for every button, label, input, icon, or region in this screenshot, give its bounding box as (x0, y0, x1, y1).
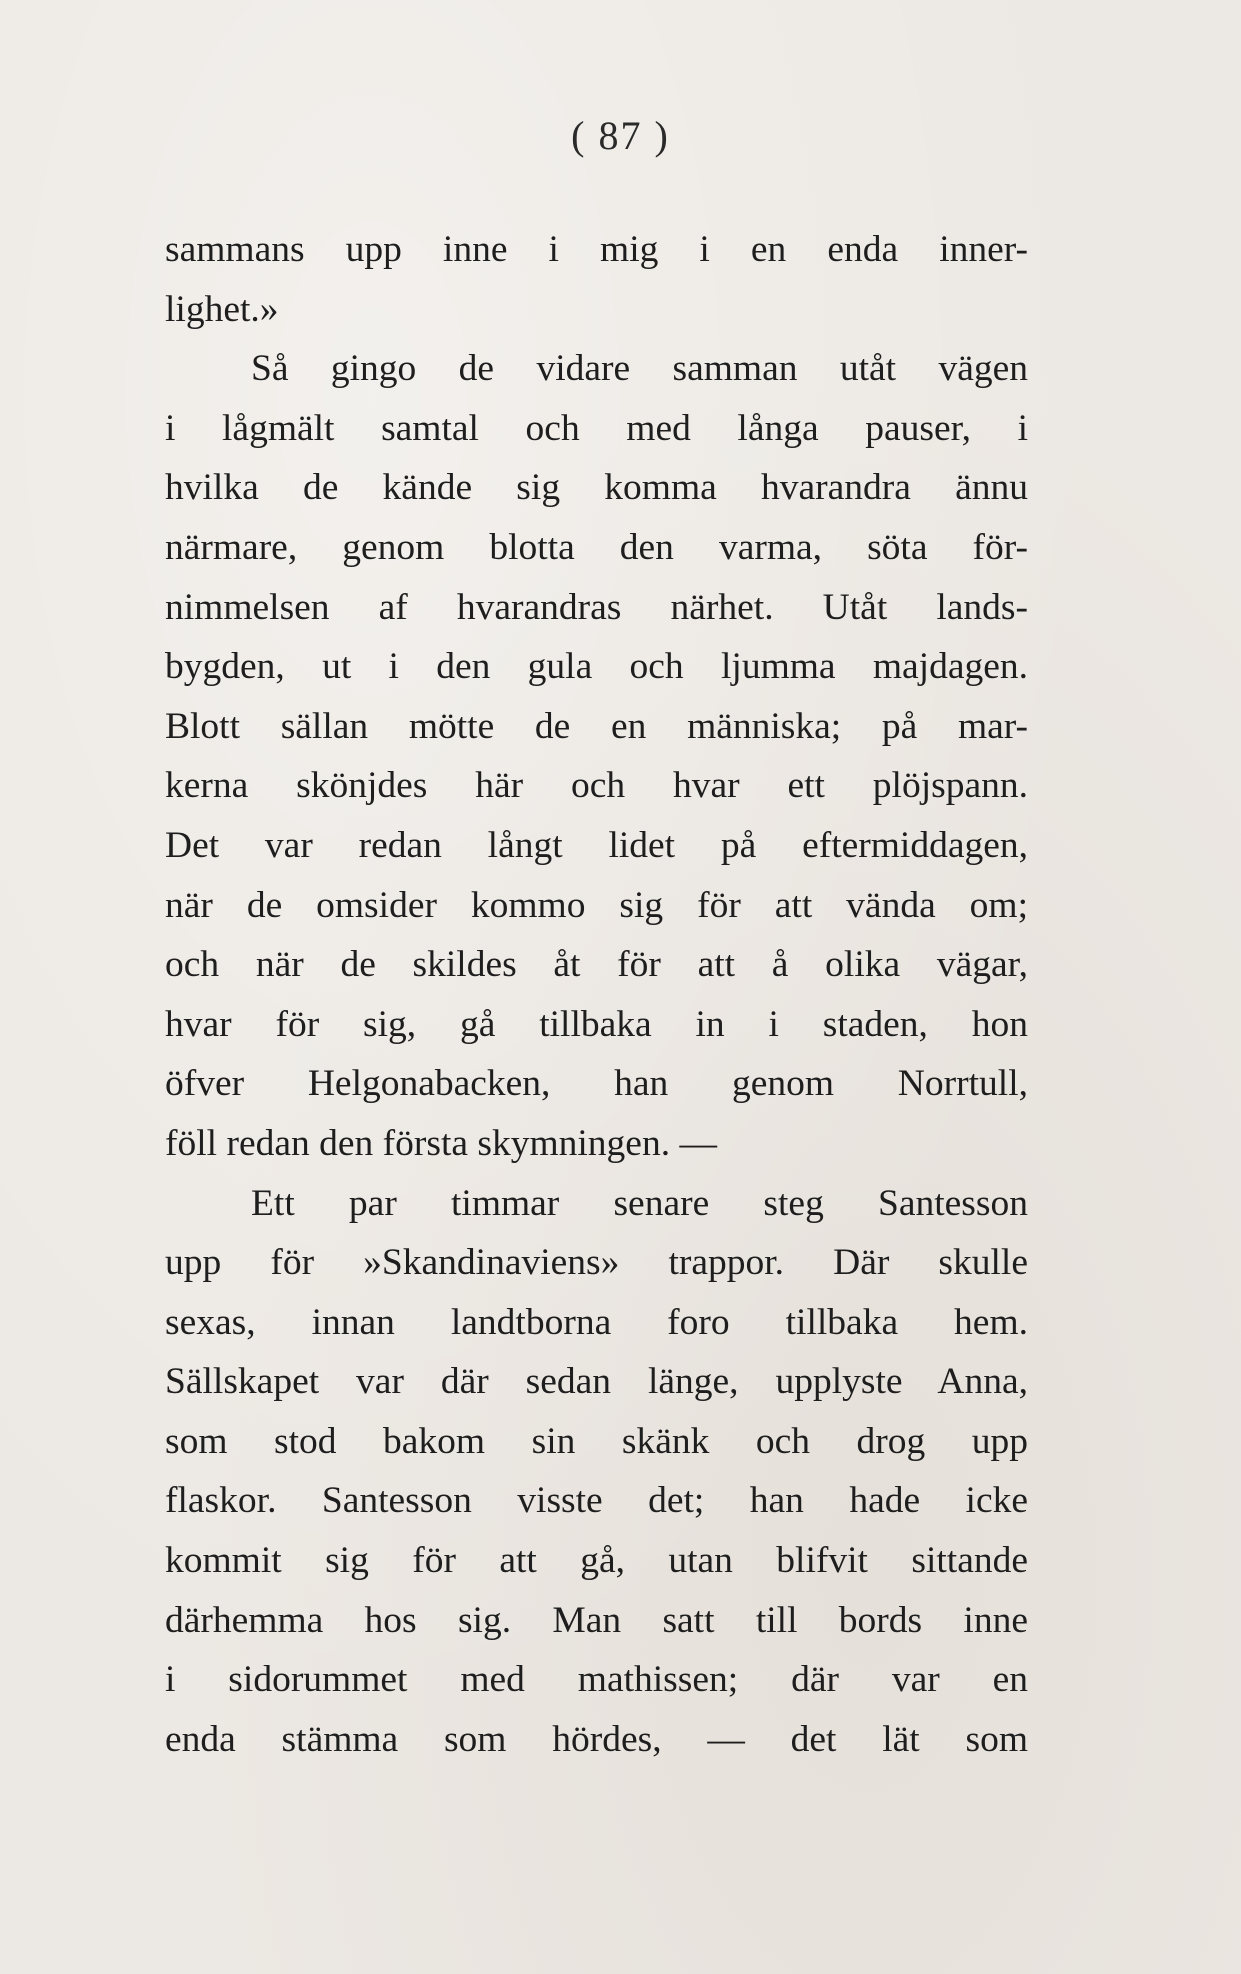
text-line: flaskor. Santesson visste det; han hade icke (165, 1480, 1028, 1522)
text-line: kerna skönjdes här och hvar ett plöjspann. (165, 765, 1028, 807)
text-line: och när de skildes åt för att å olika vägar, (165, 944, 1028, 986)
text-line: därhemma hos sig. Man satt till bords inne (165, 1599, 1028, 1641)
text-line: öfver Helgonabacken, han genom Norrtull, (165, 1063, 1028, 1105)
text-line: när de omsider kommo sig för att vända om; (165, 884, 1028, 926)
text-line: upp för »Skandinaviens» trappor. Där skulle (165, 1242, 1028, 1284)
text-line: föll redan den första skymningen. — (165, 1122, 717, 1164)
text-line: sammans upp inne i mig i en enda inner- (165, 229, 1028, 270)
text-line: hvar för sig, gå tillbaka in i staden, hon (165, 1003, 1028, 1045)
text-line: i lågmält samtal och med långa pauser, i (165, 407, 1028, 449)
text-line: i sidorummet med mathissen; där var en (165, 1659, 1028, 1701)
text-line: Sällskapet var där sedan länge, upplyste Anna, (165, 1361, 1028, 1403)
page-number: ( 87 ) (571, 113, 670, 158)
text-line: bygden, ut i den gula och ljumma majdagen. (165, 646, 1028, 688)
text-line: Ett par timmar senare steg Santesson (251, 1182, 1028, 1224)
text-line: hvilka de kände sig komma hvarandra ännu (165, 467, 1028, 509)
text-line: Blott sällan mötte de en människa; på mar- (165, 705, 1028, 747)
text-line: nimmelsen af hvarandras närhet. Utåt lands- (165, 586, 1028, 628)
text-line: lighet.» (165, 288, 279, 330)
text-line: närmare, genom blotta den varma, söta för- (165, 526, 1028, 568)
text-line: sexas, innan landtborna foro tillbaka hem. (165, 1301, 1028, 1343)
text-line: Det var redan långt lidet på eftermiddagen, (165, 824, 1028, 866)
text-line: Så gingo de vidare samman utåt vägen (251, 348, 1028, 390)
text-line: kommit sig för att gå, utan blifvit sittande (165, 1540, 1028, 1582)
text-line: enda stämma som hördes, — det lät som (165, 1718, 1028, 1760)
text-line: som stod bakom sin skänk och drog upp (165, 1420, 1028, 1462)
body-text (165, 220, 1028, 1769)
